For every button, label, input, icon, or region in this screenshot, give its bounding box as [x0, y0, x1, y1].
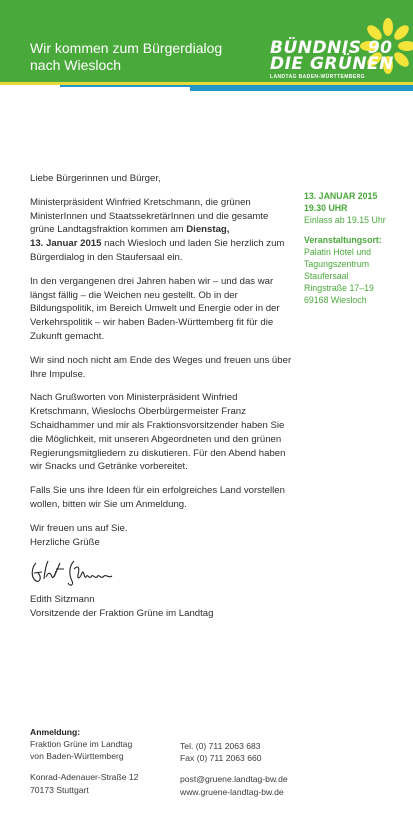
- venue-line-2: Tagungszentrum: [304, 259, 370, 269]
- closing: [30, 522, 292, 550]
- event-admission: Einlass ab 19.15 Uhr: [304, 215, 386, 225]
- logo-text-line-1: BÜNDNIS 90: [270, 38, 393, 58]
- paragraph-registration-request: Falls Sie uns ihre Ideen für ein erfolgreiches Land vorstellen wollen, bitten wir Sie um Anmeldung.: [30, 485, 285, 510]
- invitation-date: 13. Januar 2015: [30, 238, 102, 250]
- street: Konrad-Adenauer-Straße 12: [30, 772, 139, 783]
- registration-address: [30, 738, 180, 796]
- invitation-text-b: nach Wiesloch und laden Sie herzlich zum Bürgerdialog in den Staufersaal ein.: [30, 238, 285, 263]
- party-logo: [262, 18, 413, 80]
- logo-text-line-2: DIE GRÜNEN: [270, 54, 394, 74]
- venue-label: Veranstaltungsort:: [304, 235, 382, 245]
- title-line-1: Wir kommen zum Bürgerdialog: [30, 40, 223, 56]
- paragraph-invitation: [30, 196, 292, 265]
- signer-block: [30, 593, 292, 621]
- signer-title: Vorsitzende der Fraktion Grüne im Landtag: [30, 608, 214, 620]
- venue-line-4: Ringstraße 17–19: [304, 283, 374, 293]
- closing-line-2: Herzliche Grüße: [30, 536, 100, 548]
- registration-heading: Anmeldung:: [30, 727, 81, 737]
- phone: Tel. (0) 711 2063 683: [180, 741, 261, 751]
- salutation: Liebe Bürgerinnen und Bürger,: [30, 173, 161, 184]
- org-line-1: Fraktion Grüne im Landtag: [30, 739, 133, 749]
- accent-stripe-blue: [190, 85, 413, 91]
- org-line-2: von Baden-Württemberg: [30, 751, 124, 762]
- paragraph-achievements: In den vergangenen drei Jahren haben wir – und das war längst fällig – die Weichen neu gestellt. Ob in der Bildungspolitik, im Bereich Umwelt und Energie oder in der Verkehrspolitik – wir haben Baden-Württemberg fit für die Zukunft gemacht.: [30, 275, 280, 342]
- event-info: [304, 190, 409, 306]
- venue-line-3: Staufersaal: [304, 271, 349, 281]
- invitation-text-a: Ministerpräsident Winfried Kretschmann, die grünen MinisterInnen und StaatssekretärInnen und die gesamte grüne Landtagsfraktion kommen am: [30, 196, 269, 236]
- paragraph-impulses: Wir sind noch nicht am Ende des Weges und freuen uns über Ihre Impulse.: [30, 354, 292, 380]
- page-title: [30, 40, 270, 74]
- event-time: 19.30 UHR: [304, 203, 348, 213]
- event-date: 13. JANUAR 2015: [304, 191, 378, 201]
- title-line-2: nach Wiesloch: [30, 57, 122, 73]
- registration-contact: [180, 740, 380, 798]
- paragraph-program: Nach Grußworten von Ministerpräsident Winfried Kretschmann, Wieslochs Oberbürgermeister Franz Schaidhammer und mir als Fraktionsvorsitzender haben Sie die Möglichkeit, mit unseren Abgeordneten und den grünen Regierungsmitgliedern zu diskutieren. Für den Abend haben wir Snacks und Getränke vorbereitet.: [30, 392, 286, 473]
- logo-subtitle: LANDTAG BADEN-WÜRTTEMBERG: [270, 74, 365, 80]
- city: 70173 Stuttgart: [30, 784, 89, 795]
- header-banner: [0, 0, 413, 82]
- signer-name: Edith Sitzmann: [30, 594, 95, 606]
- invitation-weekday: Dienstag,: [186, 224, 230, 236]
- venue-line-5: 69168 Wiesloch: [304, 295, 367, 305]
- venue-line-1: Palatin Hotel und: [304, 247, 371, 257]
- fax: Fax (0) 711 2063 660: [180, 753, 262, 764]
- closing-line-1: Wir freuen uns auf Sie.: [30, 522, 128, 534]
- registration-footer: [30, 726, 390, 797]
- signature-scribble: [28, 555, 138, 589]
- accent-stripe-blue-thin: [60, 85, 190, 87]
- website-link[interactable]: www.gruene-landtag-bw.de: [180, 786, 284, 797]
- signature: [30, 553, 292, 589]
- letter-body: [30, 172, 292, 631]
- email-link[interactable]: post@gruene.landtag-bw.de: [180, 774, 288, 785]
